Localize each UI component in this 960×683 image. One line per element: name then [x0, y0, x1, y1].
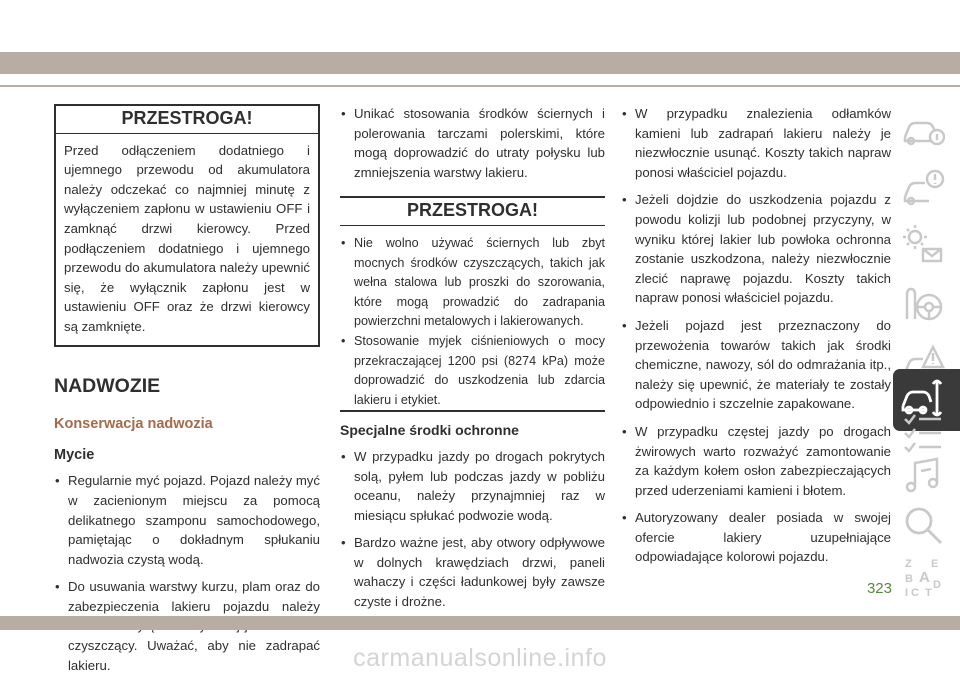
- svg-text:E: E: [931, 558, 939, 570]
- sub-title: Mycie: [54, 446, 95, 463]
- list-item: • Bardzo ważne jest, aby otwory odpływowe w dolnych krawędziach drzwi, paneli wahaczy i części ładunkowej były zawsze czyste i drożne.: [340, 533, 605, 611]
- list-item: • Regularnie myć pojazd. Pojazd należy myć w zacienionym miejscu za pomocą delikatnego szamponu samochodowego, pamiętając o dokładnym spłukaniu nadwozia czystą wodą.: [54, 471, 320, 569]
- header-band: [0, 52, 960, 74]
- sub-title: Specjalne środki ochronne: [340, 422, 519, 439]
- footer-band: [0, 616, 960, 630]
- page-number: 323: [866, 580, 892, 597]
- svg-text:B: B: [905, 573, 913, 585]
- subsection-title: Konserwacja nadwozia: [54, 416, 213, 433]
- caution-list: [340, 234, 605, 410]
- bullet-list: [340, 104, 605, 182]
- list-item: • Jeżeli pojazd jest przeznaczony do przewożenia towarów takich jak środki chemiczne, nawozy, sól do odmrażania itp., należy się upewnić, że materiały te zostały odpowiednio i szczelnie zapakowane.: [621, 316, 891, 414]
- checklist-icon: [901, 409, 945, 453]
- header-rule: [0, 85, 960, 87]
- section-title: NADWOZIE: [54, 374, 161, 397]
- list-item: • W przypadku znalezienia odłamków kamieni lub zadrapań lakieru należy je niezwłocznie usunąć. Koszty takich napraw ponosi właściciel pojazdu.: [621, 104, 891, 182]
- tab-search[interactable]: [893, 496, 960, 554]
- caution-box: [54, 104, 320, 347]
- caution-box: [340, 196, 605, 412]
- steering-wheel-icon: [901, 281, 945, 325]
- caution-title: PRZESTROGA!: [340, 198, 605, 226]
- list-item: • Stosowanie myjek ciśnieniowych o mocy przekraczającej 1200 psi (8274 kPa) może doprowadzić do uszkodzenia lub zdarcia lakieru i etykiet.: [340, 332, 605, 410]
- caution-title: PRZESTROGA!: [56, 106, 318, 134]
- tab-car-info[interactable]: [893, 100, 960, 158]
- car-warning-icon: [901, 165, 945, 209]
- search-icon: [901, 503, 945, 547]
- list-item: • Autoryzowany dealer posiada w swojej ofercie lakiery uzupełniające odpowiadające kolorowi pojazdu.: [621, 508, 891, 567]
- svg-text:T: T: [925, 587, 932, 599]
- watermark: carmanualsonline.info: [353, 644, 607, 672]
- svg-text:C: C: [911, 587, 919, 599]
- media-icon: [901, 455, 945, 499]
- list-item: • W przypadku częstej jazdy po drogach żwirowych warto rozważyć zamontowanie za każdym kołem osłon zabezpieczających przed uderzeniami kamieni i błotem.: [621, 422, 891, 500]
- caution-text: Przed odłączeniem dodatniego i ujemnego przewodu od akumulatora należy odczekać co najmniej minutę z wyłączeniem zapłonu w ustawieniu OFF i zamknąć drzwi kierowcy. Przed podłączeniem dodatniego i ujemnego przewodu do akumulatora należy upewnić się, że wyłącznik zapłonu jest w ustawieniu OFF oraz że drzwi kierowcy są zamknięte.: [64, 142, 310, 334]
- list-item: • Jeżeli dojdzie do uszkodzenia pojazdu z powodu kolizji lub podobnej przyczyny, w wyniku której lakier lub powłoka ochronna zostanie uszkodzona, należy niezwłocznie zlecić naprawę pojazdu. Koszty takich napraw ponosi właściciel pojazdu.: [621, 190, 891, 308]
- column-3: [621, 104, 891, 575]
- list-item: • W przypadku jazdy po drogach pokrytych solą, pyłem lub podczas jazdy w pobliżu oceanu, należy przynajmniej raz w miesiącu spłukać podwozie wodą.: [340, 447, 605, 525]
- alphabet-index-icon: [901, 555, 945, 599]
- tab-dashboard-lights[interactable]: [893, 216, 960, 274]
- svg-text:I: I: [905, 587, 909, 599]
- tab-car-warning[interactable]: [893, 158, 960, 216]
- list-item: • Do usuwania warstwy kurzu, plam oraz do zabezpieczenia lakieru pojazdu należy czyszczący. Uważać, aby nie zadrapać lakieru.: [54, 577, 320, 675]
- column-1: [54, 104, 320, 683]
- list-item: • Nie wolno używać ściernych lub zbyt mocnych środków czyszczących, takich jak wełna stalowa lub proszki do szorowania, które mogą prowadzić do zadrapania powierzchni metalowych i lakierowanych.: [340, 234, 605, 332]
- bullet-list: [340, 447, 605, 612]
- car-info-icon: [901, 107, 945, 151]
- svg-text:A: A: [919, 569, 930, 586]
- dashboard-lights-icon: [901, 223, 945, 267]
- svg-text:Z: Z: [905, 558, 912, 570]
- tab-index[interactable]: [893, 548, 960, 599]
- svg-text:D: D: [933, 579, 941, 591]
- bullet-list: [621, 104, 891, 567]
- column-2: [340, 104, 605, 620]
- tab-steering-wheel[interactable]: [893, 274, 960, 332]
- list-item: • Unikać stosowania środków ściernych i polerowania tarczami polerskimi, które mogą doprowadzić do utraty połysku lub zmniejszenia warstwy lakieru.: [340, 104, 605, 182]
